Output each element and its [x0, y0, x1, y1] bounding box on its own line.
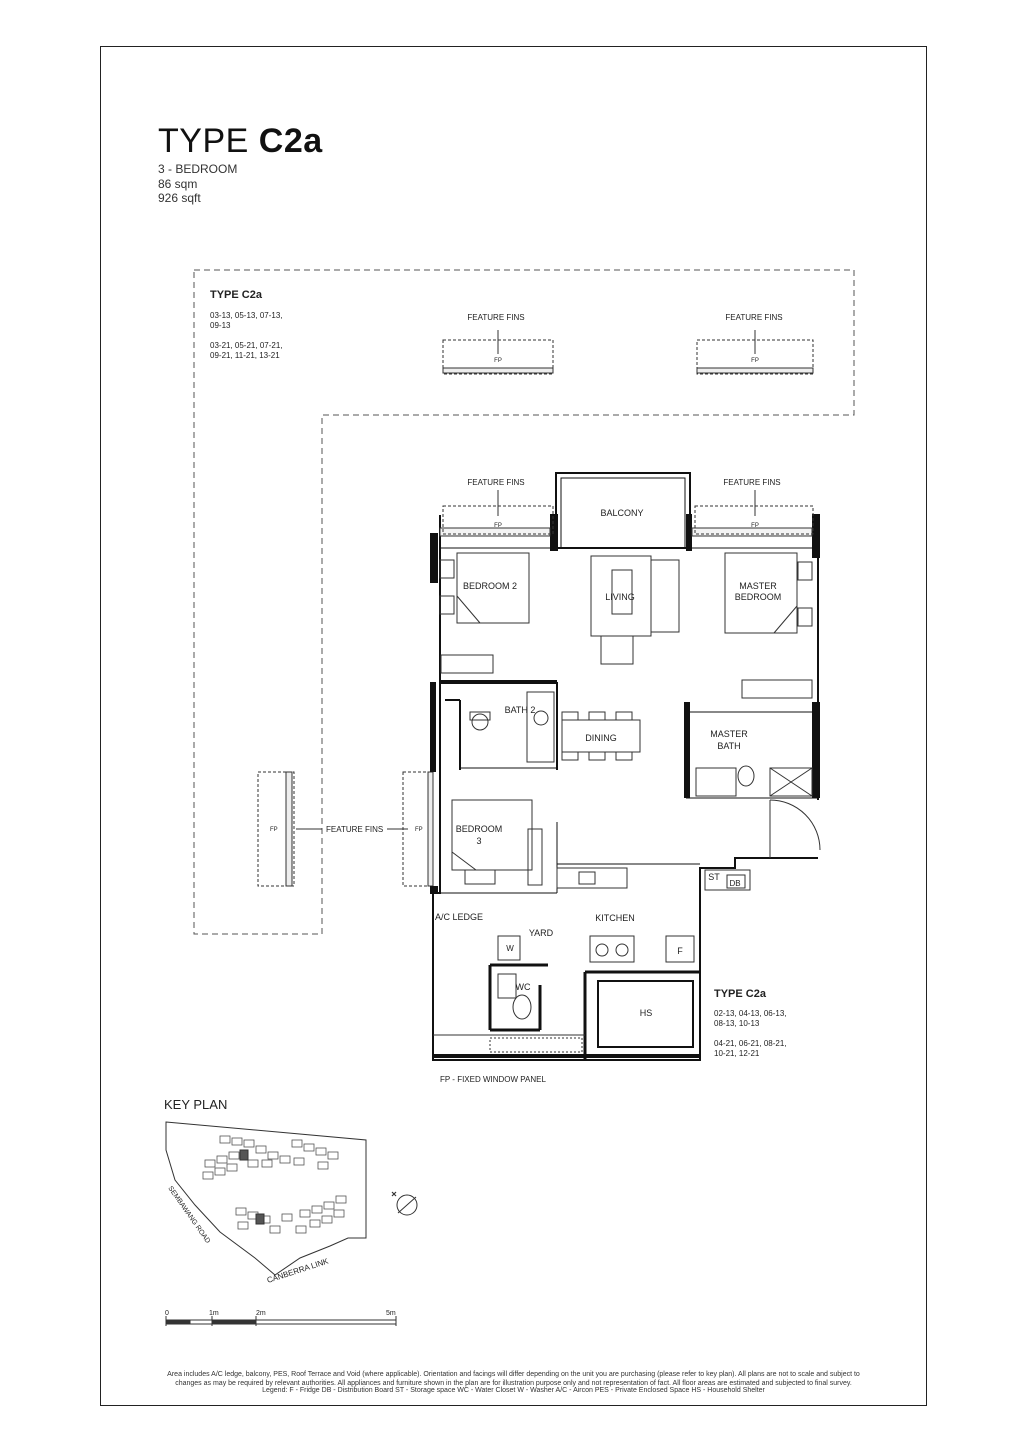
- disclaimer-line-2: changes as may be required by relevant authorities. All appliances and furniture shown in the plan are for illustration purpose only and not representation of fact. All floor areas are estimated and subjected to final survey.: [175, 1380, 852, 1387]
- unit-type-title: TYPE C2a: [158, 122, 323, 160]
- fp-label-6: FP: [751, 523, 759, 529]
- room-master-bath-line2: BATH: [717, 741, 741, 751]
- structural-columns: [430, 514, 820, 894]
- feature-fins-label-3: FEATURE FINS: [326, 825, 384, 834]
- room-wc: WC: [515, 982, 531, 992]
- room-st: ST: [708, 872, 720, 882]
- disclaimer-line-1: Area includes A/C ledge, balcony, PES, Roof Terrace and Void (where applicable). Orientation and facings will differ depending on the unit you are purchasing (please refer to key plan). All plans are not to scale and subject to: [167, 1371, 860, 1378]
- scale-0: 0: [165, 1310, 169, 1317]
- room-kitchen: KITCHEN: [595, 913, 635, 923]
- room-master-bedroom-line2: BEDROOM: [734, 592, 782, 602]
- feature-fins-label-4: FEATURE FINS: [467, 478, 525, 487]
- unit-block-bottom-line2: 08-13, 10-13: [714, 1019, 760, 1028]
- unit-block-bottom-line1: 02-13, 04-13, 06-13,: [714, 1009, 787, 1018]
- scale-2m: 2m: [256, 1310, 266, 1317]
- feature-fins-label-1: FEATURE FINS: [467, 313, 525, 322]
- room-bedroom-2: BEDROOM 2: [462, 581, 518, 591]
- room-master-bedroom-line1: MASTER: [739, 581, 777, 591]
- room-yard: YARD: [528, 928, 554, 938]
- room-db: DB: [729, 879, 741, 888]
- room-washer: W: [506, 944, 514, 953]
- room-hs: HS: [639, 1008, 653, 1018]
- room-balcony: BALCONY: [600, 508, 644, 518]
- feature-fins-top-left: [443, 330, 553, 374]
- fp-note: FP - FIXED WINDOW PANEL: [440, 1075, 546, 1084]
- scale-bar: [166, 1316, 396, 1326]
- room-dining: DINING: [585, 733, 617, 743]
- fp-label-4: FP: [415, 827, 423, 833]
- room-ac-ledge: A/C LEDGE: [434, 912, 484, 922]
- fp-label-5: FP: [494, 523, 502, 529]
- scale-1m: 1m: [209, 1310, 219, 1317]
- feature-fins-label-5: FEATURE FINS: [723, 478, 781, 487]
- disclaimer: [120, 1370, 907, 1388]
- room-living: LIVING: [605, 592, 635, 602]
- unit-block-bottom-title: TYPE C2a: [714, 988, 766, 1000]
- bedroom-count: 3 - BEDROOM: [158, 162, 238, 176]
- area-sqft: 926 sqft: [158, 191, 201, 205]
- fp-label-1: FP: [494, 358, 502, 364]
- road-canberra: CANBERRA LINK: [265, 1256, 330, 1285]
- room-fridge: F: [677, 946, 683, 956]
- key-plan-title: KEY PLAN: [164, 1097, 228, 1112]
- fp-label-2: FP: [751, 358, 759, 364]
- fp-label-3: FP: [270, 827, 278, 833]
- key-plan-map: [166, 1122, 366, 1275]
- unit-block-bottom-line4: 10-21, 12-21: [714, 1049, 760, 1058]
- unit-block-top-line4: 09-21, 11-21, 13-21: [210, 351, 280, 360]
- room-bedroom-3-line2: 3: [476, 836, 482, 846]
- room-bath-2: BATH 2: [504, 705, 536, 715]
- interior-walls: [433, 548, 818, 1060]
- room-bedroom-3-line1: BEDROOM: [455, 824, 503, 834]
- road-sembawang: SEMBAWANG ROAD: [166, 1185, 212, 1245]
- legend: Legend: F - Fridge DB - Distribution Board ST - Storage space WC - Water Closet W - Washer A/C - Aircon PES - Private Enclosed Space HS - Household Shelter: [262, 1387, 765, 1394]
- unit-block-top-line3: 03-21, 05-21, 07-21,: [210, 341, 283, 350]
- unit-block-bottom-line3: 04-21, 06-21, 08-21,: [714, 1039, 787, 1048]
- unit-block-top-line2: 09-13: [210, 321, 231, 330]
- north-arrow-icon: [392, 1192, 417, 1215]
- unit-block-top-line1: 03-13, 05-13, 07-13,: [210, 311, 283, 320]
- area-sqm: 86 sqm: [158, 177, 198, 191]
- scale-5m: 5m: [386, 1310, 396, 1317]
- feature-fins-label-2: FEATURE FINS: [725, 313, 783, 322]
- room-master-bath-line1: MASTER: [710, 729, 748, 739]
- unit-block-top-title: TYPE C2a: [210, 289, 262, 301]
- feature-fins-top-right: [697, 330, 813, 374]
